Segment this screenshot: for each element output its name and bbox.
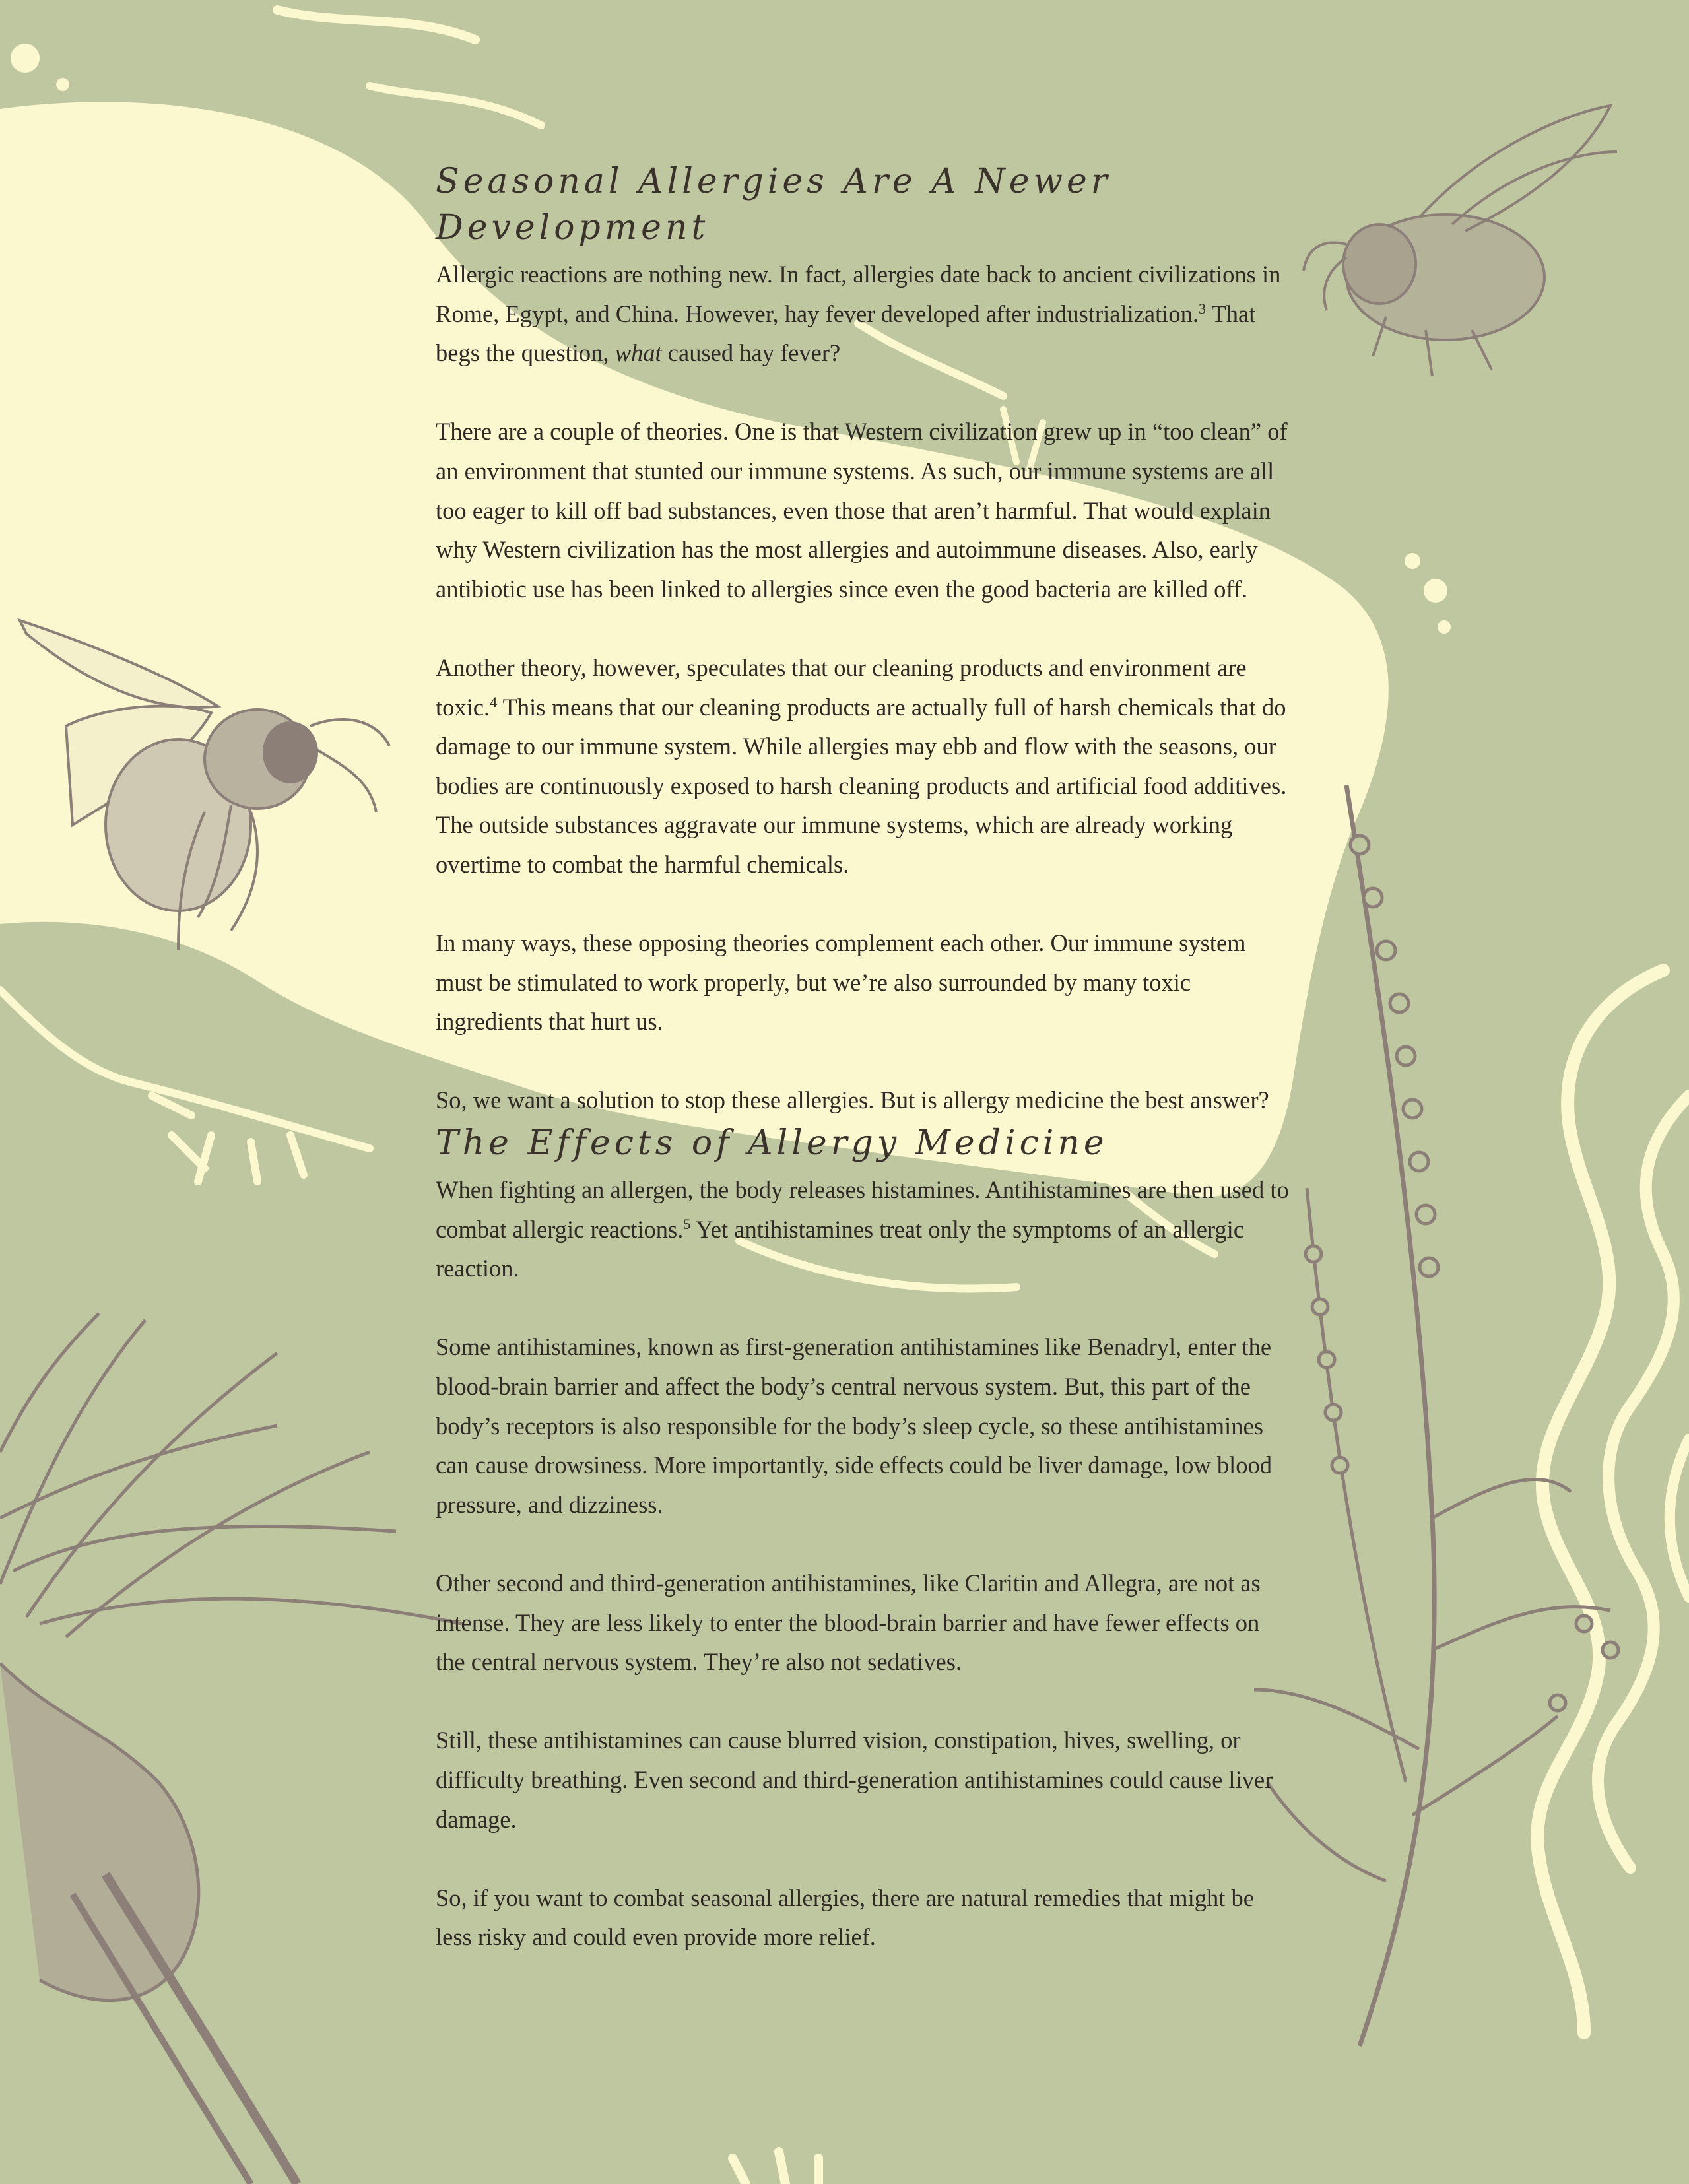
section-seasonal-allergies: [436, 158, 1294, 1120]
paragraph: In many ways, these opposing theories complement each other. Our immune system must be stimulated to work properly, but we’re also surrounded by many toxic ingredients that hurt us.: [436, 929, 1246, 1036]
section-allergy-medicine: [436, 1120, 1294, 1957]
thistle-illustration: [0, 1313, 462, 2184]
paragraph: Still, these antihistamines can cause blurred vision, constipation, hives, swelling, or difficulty breathing. Even second and third-generation antihistamines could cause liver damage.: [436, 1727, 1273, 1833]
paragraph: Allergic reactions are nothing new. In fact, allergies date back to ancient civilizations in Rome, Egypt, and China. However, hay fever developed after industrialization.$^3$ That begs the question, what caused hay fever?: [436, 261, 1281, 367]
paragraph: So, we want a solution to stop these allergies. But is allergy medicine the best answer?: [436, 1086, 1269, 1114]
footnote-ref: 4: [490, 693, 498, 710]
paragraph: Other second and third-generation antihistamines, like Claritin and Allegra, are not as intense. They are less likely to enter the blood-brain barrier and have fewer effects on the central nervous system. They’re also not sedatives.: [436, 1570, 1261, 1676]
section-heading: Seasonal Allergies Are A Newer Development: [436, 162, 1111, 248]
paragraph: When fighting an allergen, the body releases histamines. Antihistamines are then used to combat allergic reactions.$^5$ Yet antihistamines treat only the symptoms of an allergic reaction.: [436, 1176, 1289, 1282]
paragraph: There are a couple of theories. One is that Western civilization grew up in “too clean” of an environment that stunted our immune systems. As such, our immune systems are all too eager to kill off bad substances, even those that aren’t harmful. That would explain why Western civilization has the most allergies and autoimmune diseases. Also, early antibiotic use has been linked to allergies since even the good bacteria are killed off.: [436, 418, 1288, 603]
bee-illustration: [1304, 106, 1617, 376]
paragraph: Another theory, however, speculates that our cleaning products and environment are toxic.$^4$ This means that our cleaning products are actually full of harsh chemicals that do damage to our immune system. While allergies may ebb and flow with the seasons, our bodies are continuously exposed to harsh cleaning products and artificial food additives. The outside substances aggravate our immune systems, which are already working overtime to combat the harmful chemicals.: [436, 653, 1287, 878]
footnote-ref: 3: [1199, 300, 1207, 317]
footnote-ref: 5: [683, 1215, 691, 1232]
paragraph: Some antihistamines, known as first-generation antihistamines like Benadryl, enter the blood-brain barrier and affect the body’s central nervous system. But, this part of the body’s receptors is also responsible for the body’s sleep cycle, so these antihistamines can cause drowsiness. More importantly, side effects could be liver damage, low blood pressure, and dizziness.: [436, 1333, 1273, 1518]
paragraph: So, if you want to combat seasonal allergies, there are natural remedies that might be less risky and could even provide more relief.: [436, 1884, 1254, 1951]
section-heading: The Effects of Allergy Medicine: [436, 1123, 1108, 1164]
article: [436, 158, 1294, 1957]
